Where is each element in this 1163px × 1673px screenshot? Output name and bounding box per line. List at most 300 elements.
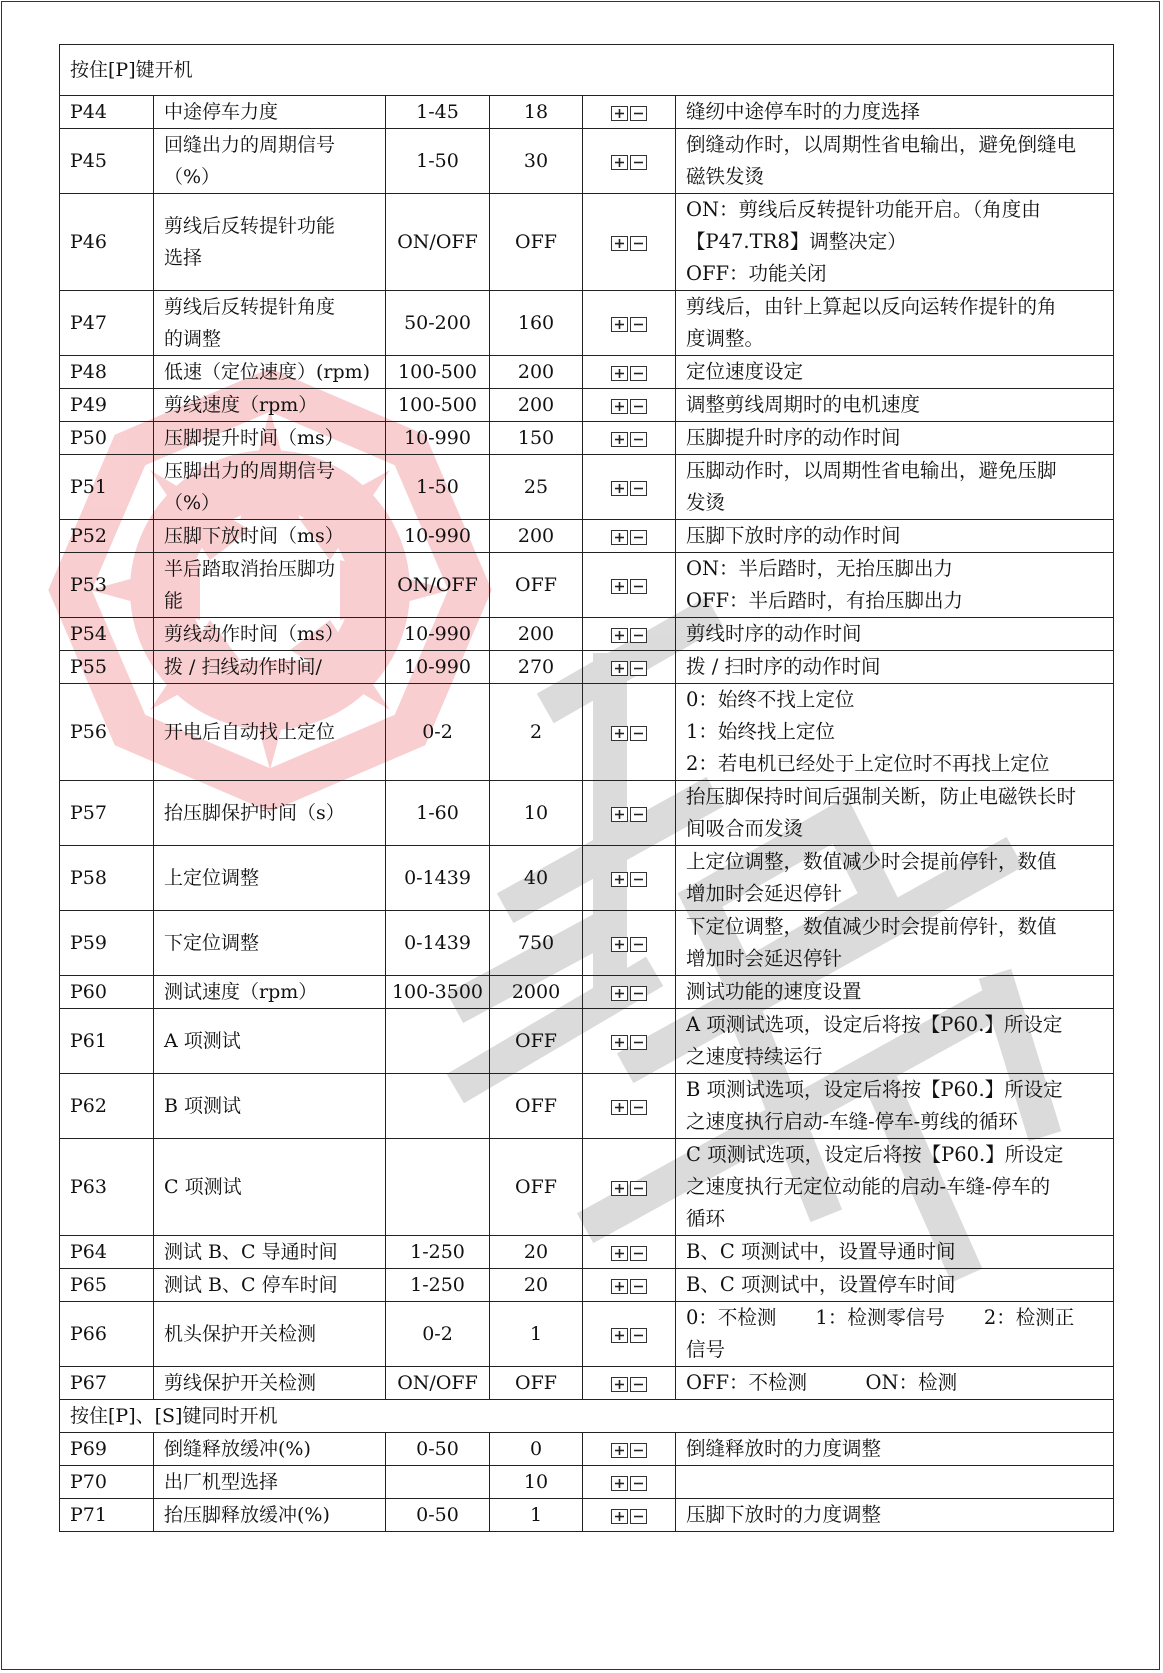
parameter-name-line: 拨 / 扫线动作时间/: [164, 656, 322, 678]
parameter-range: 10-990: [386, 422, 490, 455]
plus-box-icon[interactable]: [611, 1279, 628, 1294]
plus-box-icon[interactable]: [611, 399, 628, 414]
parameter-name-line: 机头保护开关检测: [164, 1323, 317, 1345]
parameter-name-line: 选择: [164, 247, 203, 269]
plus-box-icon[interactable]: [611, 1100, 628, 1115]
parameter-code: P67: [60, 1367, 154, 1400]
parameter-description: [676, 846, 1114, 911]
parameter-description: [676, 651, 1114, 684]
parameter-description: [676, 1466, 1114, 1499]
adjust-buttons: [611, 1246, 647, 1261]
parameter-description: [676, 1139, 1114, 1236]
parameter-description: [676, 129, 1114, 194]
parameter-name: [154, 422, 386, 455]
adjust-buttons: [611, 1181, 647, 1196]
plus-box-icon[interactable]: [611, 530, 628, 545]
parameter-row: [60, 911, 1114, 976]
parameter-description: [676, 976, 1114, 1009]
plus-box-icon[interactable]: [611, 1377, 628, 1392]
parameter-description: [676, 1367, 1114, 1400]
parameter-name-line: 上定位调整: [164, 867, 260, 889]
parameter-row: [60, 389, 1114, 422]
parameter-code: P63: [60, 1139, 154, 1236]
parameter-description-line: 增加时会延迟停针: [686, 947, 843, 970]
parameter-description-line: ON：剪线后反转提针功能开启。（角度由: [686, 198, 1041, 221]
parameter-description: [676, 455, 1114, 520]
parameter-name: [154, 618, 386, 651]
plus-box-icon[interactable]: [611, 1181, 628, 1196]
plus-box-icon[interactable]: [611, 986, 628, 1001]
parameter-range: 10-990: [386, 651, 490, 684]
parameter-row: [60, 1236, 1114, 1269]
parameter-description-line: 0：始终不找上定位: [686, 688, 855, 711]
minus-box-icon[interactable]: [630, 1035, 647, 1050]
parameter-default: 1: [490, 1302, 583, 1367]
parameter-name-line: 剪线速度（rpm）: [164, 394, 318, 416]
adjust-buttons-cell: [583, 651, 676, 684]
parameter-range: 10-990: [386, 520, 490, 553]
parameter-code: P54: [60, 618, 154, 651]
parameter-default: 160: [490, 291, 583, 356]
parameter-description-line: C 项测试选项，设定后将按【P60.】所设定: [686, 1143, 1064, 1166]
parameter-range: ON/OFF: [386, 194, 490, 291]
parameter-code: P52: [60, 520, 154, 553]
minus-box-icon[interactable]: [630, 317, 647, 332]
parameter-name-line: 抬压脚释放缓冲(%): [164, 1504, 330, 1526]
parameter-description: [676, 1433, 1114, 1466]
plus-box-icon[interactable]: [611, 579, 628, 594]
parameter-name: [154, 1466, 386, 1499]
adjust-buttons: [611, 399, 647, 414]
parameter-description-line: 测试功能的速度设置: [686, 980, 862, 1003]
parameter-range: 0-50: [386, 1433, 490, 1466]
parameter-default: 200: [490, 520, 583, 553]
minus-box-icon[interactable]: [630, 986, 647, 1001]
plus-box-icon[interactable]: [611, 1509, 628, 1524]
adjust-buttons-cell: [583, 1236, 676, 1269]
minus-box-icon[interactable]: [630, 937, 647, 952]
adjust-buttons: [611, 530, 647, 545]
minus-box-icon[interactable]: [630, 1279, 647, 1294]
plus-box-icon[interactable]: [611, 1246, 628, 1261]
parameter-description-line: 磁铁发烫: [686, 165, 765, 188]
minus-box-icon[interactable]: [630, 1509, 647, 1524]
parameter-name-line: 能: [164, 590, 184, 612]
adjust-buttons-cell: [583, 389, 676, 422]
minus-box-icon[interactable]: [630, 872, 647, 887]
parameter-description: [676, 781, 1114, 846]
parameter-description-line: 间吸合而发烫: [686, 817, 804, 840]
adjust-buttons: [611, 481, 647, 496]
parameter-code: P62: [60, 1074, 154, 1139]
parameter-table: [59, 44, 1114, 1532]
parameter-description: [676, 684, 1114, 781]
parameter-row: [60, 455, 1114, 520]
adjust-buttons-cell: [583, 846, 676, 911]
minus-box-icon[interactable]: [630, 579, 647, 594]
plus-box-icon[interactable]: [611, 872, 628, 887]
parameter-name: [154, 520, 386, 553]
parameter-description: [676, 1074, 1114, 1139]
minus-box-icon[interactable]: [630, 1181, 647, 1196]
parameter-code: P69: [60, 1433, 154, 1466]
parameter-name: [154, 1139, 386, 1236]
plus-box-icon[interactable]: [611, 1035, 628, 1050]
parameter-code: P48: [60, 356, 154, 389]
adjust-buttons: [611, 1035, 647, 1050]
parameter-row: [60, 1074, 1114, 1139]
section-header-row: [60, 1400, 1114, 1433]
adjust-buttons: [611, 317, 647, 332]
parameter-code: P47: [60, 291, 154, 356]
parameter-description-line: 抬压脚保持时间后强制关断，防止电磁铁长时: [686, 785, 1077, 808]
parameter-description-line: 之速度执行无定位动能的启动-车缝-停车的: [686, 1175, 1051, 1198]
parameter-description-line: A 项测试选项，设定后将按【P60.】所设定: [686, 1013, 1063, 1036]
minus-box-icon[interactable]: [630, 1100, 647, 1115]
adjust-buttons-cell: [583, 356, 676, 389]
parameter-row: [60, 1466, 1114, 1499]
parameter-name-line: 剪线保护开关检测: [164, 1372, 317, 1394]
parameter-description-line: B 项测试选项，设定后将按【P60.】所设定: [686, 1078, 1063, 1101]
adjust-buttons-cell: [583, 455, 676, 520]
parameter-name: [154, 356, 386, 389]
minus-box-icon[interactable]: [630, 236, 647, 251]
parameter-name: [154, 781, 386, 846]
parameter-row: [60, 1009, 1114, 1074]
adjust-buttons: [611, 579, 647, 594]
parameter-range: 0-1439: [386, 911, 490, 976]
parameter-description-line: 发烫: [686, 491, 726, 514]
adjust-buttons-cell: [583, 1139, 676, 1236]
parameter-name-line: 测试速度（rpm）: [164, 981, 318, 1003]
parameter-row: [60, 194, 1114, 291]
parameter-row: [60, 781, 1114, 846]
parameter-row: [60, 1433, 1114, 1466]
parameter-description: [676, 194, 1114, 291]
adjust-buttons-cell: [583, 911, 676, 976]
parameter-row: [60, 1139, 1114, 1236]
parameter-name: [154, 1433, 386, 1466]
parameter-description-line: 度调整。: [686, 327, 765, 350]
adjust-buttons-cell: [583, 1499, 676, 1532]
parameter-row: [60, 129, 1114, 194]
parameter-description-line: OFF：功能关闭: [686, 262, 827, 285]
parameter-description: [676, 1009, 1114, 1074]
parameter-row: [60, 1367, 1114, 1400]
adjust-buttons: [611, 807, 647, 822]
plus-box-icon[interactable]: [611, 807, 628, 822]
parameter-code: P55: [60, 651, 154, 684]
parameter-name: [154, 291, 386, 356]
parameter-range: ON/OFF: [386, 553, 490, 618]
plus-box-icon[interactable]: [611, 481, 628, 496]
parameter-description-line: 压脚下放时的力度调整: [686, 1503, 882, 1526]
adjust-buttons: [611, 1100, 647, 1115]
plus-box-icon[interactable]: [611, 1476, 628, 1491]
parameter-description-line: 之速度执行启动-车缝-停车-剪线的循环: [686, 1110, 1018, 1133]
parameter-name: [154, 1499, 386, 1532]
parameter-description-line: B、C 项测试中，设置导通时间: [686, 1240, 956, 1263]
parameter-default: 750: [490, 911, 583, 976]
adjust-buttons-cell: [583, 129, 676, 194]
adjust-buttons: [611, 236, 647, 251]
parameter-name-line: 测试 B、C 导通时间: [164, 1241, 338, 1263]
parameter-default: 200: [490, 389, 583, 422]
parameter-default: 150: [490, 422, 583, 455]
parameter-name-line: 下定位调整: [164, 932, 260, 954]
adjust-buttons-cell: [583, 1367, 676, 1400]
plus-box-icon[interactable]: [611, 106, 628, 121]
parameter-description: [676, 618, 1114, 651]
parameter-name-line: 测试 B、C 停车时间: [164, 1274, 338, 1296]
parameter-range: [386, 1139, 490, 1236]
adjust-buttons: [611, 1328, 647, 1343]
parameter-description-line: 信号: [686, 1338, 726, 1361]
parameter-description-line: 之速度持续运行: [686, 1045, 823, 1068]
plus-box-icon[interactable]: [611, 155, 628, 170]
adjust-buttons-cell: [583, 291, 676, 356]
parameter-default: 10: [490, 1466, 583, 1499]
parameter-description-line: 1：始终找上定位: [686, 720, 835, 743]
plus-box-icon[interactable]: [611, 236, 628, 251]
minus-box-icon[interactable]: [630, 1476, 647, 1491]
parameter-name-line: 开电后自动找上定位: [164, 721, 336, 743]
parameter-range: 0-2: [386, 684, 490, 781]
adjust-buttons: [611, 986, 647, 1001]
parameter-code: P58: [60, 846, 154, 911]
parameter-range: [386, 1466, 490, 1499]
parameter-row: [60, 1302, 1114, 1367]
parameter-row: [60, 96, 1114, 129]
minus-box-icon[interactable]: [630, 481, 647, 496]
parameter-default: OFF: [490, 1139, 583, 1236]
adjust-buttons: [611, 937, 647, 952]
parameter-description-line: 定位速度设定: [686, 360, 804, 383]
parameter-name: [154, 976, 386, 1009]
minus-box-icon[interactable]: [630, 661, 647, 676]
parameter-row: [60, 422, 1114, 455]
parameter-code: P50: [60, 422, 154, 455]
parameter-description: [676, 1236, 1114, 1269]
minus-box-icon[interactable]: [630, 399, 647, 414]
parameter-name-line: 的调整: [164, 328, 222, 350]
parameter-description-line: 0：不检测 1：检测零信号 2：检测正: [686, 1306, 1075, 1329]
parameter-name-line: 半后踏取消抬压脚功: [164, 558, 336, 580]
parameter-code: P49: [60, 389, 154, 422]
parameter-range: 1-45: [386, 96, 490, 129]
plus-box-icon[interactable]: [611, 661, 628, 676]
parameter-code: P60: [60, 976, 154, 1009]
parameter-description: [676, 1499, 1114, 1532]
parameter-name-line: 剪线动作时间（ms）: [164, 623, 344, 645]
parameter-name: [154, 651, 386, 684]
parameter-code: P53: [60, 553, 154, 618]
parameter-description-line: 倒缝动作时，以周期性省电输出，避免倒缝电: [686, 133, 1077, 156]
parameter-row: [60, 553, 1114, 618]
plus-box-icon[interactable]: [611, 432, 628, 447]
minus-box-icon[interactable]: [630, 1328, 647, 1343]
parameter-name-line: A 项测试: [164, 1030, 241, 1052]
parameter-name-line: 抬压脚保护时间（s）: [164, 802, 345, 824]
parameter-description-line: 剪线时序的动作时间: [686, 622, 862, 645]
minus-box-icon[interactable]: [630, 628, 647, 643]
minus-box-icon[interactable]: [630, 1377, 647, 1392]
parameter-range: 100-500: [386, 356, 490, 389]
adjust-buttons-cell: [583, 1074, 676, 1139]
plus-box-icon[interactable]: [611, 1443, 628, 1458]
parameter-name: [154, 194, 386, 291]
parameter-code: P57: [60, 781, 154, 846]
parameter-default: OFF: [490, 1009, 583, 1074]
adjust-buttons: [611, 872, 647, 887]
parameter-range: 1-50: [386, 129, 490, 194]
adjust-buttons: [611, 432, 647, 447]
adjust-buttons: [611, 1279, 647, 1294]
plus-box-icon[interactable]: [611, 366, 628, 381]
parameter-name-line: 压脚出力的周期信号: [164, 460, 336, 482]
minus-box-icon[interactable]: [630, 726, 647, 741]
parameter-description-line: 压脚动作时，以周期性省电输出，避免压脚: [686, 459, 1057, 482]
parameter-name-line: 出厂机型选择: [164, 1471, 279, 1493]
parameter-name-line: 剪线后反转提针功能: [164, 215, 336, 237]
adjust-buttons: [611, 1443, 647, 1458]
parameter-description-line: 循环: [686, 1207, 726, 1230]
parameter-name: [154, 455, 386, 520]
parameter-default: 30: [490, 129, 583, 194]
parameter-name: [154, 389, 386, 422]
parameter-description-line: 上定位调整，数值减少时会提前停针，数值: [686, 850, 1057, 873]
parameter-description: [676, 1269, 1114, 1302]
parameter-default: 2000: [490, 976, 583, 1009]
parameter-default: 25: [490, 455, 583, 520]
parameter-description-line: OFF：半后踏时，有抬压脚出力: [686, 589, 964, 612]
minus-box-icon[interactable]: [630, 1443, 647, 1458]
parameter-default: 200: [490, 356, 583, 389]
adjust-buttons-cell: [583, 618, 676, 651]
parameter-code: P61: [60, 1009, 154, 1074]
parameter-range: 1-250: [386, 1269, 490, 1302]
parameter-description-line: 增加时会延迟停针: [686, 882, 843, 905]
parameter-code: P45: [60, 129, 154, 194]
minus-box-icon[interactable]: [630, 1246, 647, 1261]
parameter-description-line: ON：半后踏时，无抬压脚出力: [686, 557, 954, 580]
plus-box-icon[interactable]: [611, 628, 628, 643]
parameter-default: 200: [490, 618, 583, 651]
adjust-buttons-cell: [583, 1269, 676, 1302]
adjust-buttons: [611, 1476, 647, 1491]
parameter-name-line: 中途停车力度: [164, 101, 279, 123]
adjust-buttons-cell: [583, 422, 676, 455]
plus-box-icon[interactable]: [611, 317, 628, 332]
parameter-table-container: [59, 44, 1113, 1532]
parameter-default: 10: [490, 781, 583, 846]
parameter-row: [60, 291, 1114, 356]
parameter-code: P51: [60, 455, 154, 520]
parameter-default: OFF: [490, 1367, 583, 1400]
adjust-buttons: [611, 106, 647, 121]
adjust-buttons: [611, 155, 647, 170]
minus-box-icon[interactable]: [630, 106, 647, 121]
parameter-description-line: 2：若电机已经处于上定位时不再找上定位: [686, 752, 1050, 775]
parameter-default: 1: [490, 1499, 583, 1532]
parameter-name: [154, 1367, 386, 1400]
parameter-name-line: 倒缝释放缓冲(%): [164, 1438, 311, 1460]
parameter-code: P71: [60, 1499, 154, 1532]
parameter-name-line: 剪线后反转提针角度: [164, 296, 336, 318]
minus-box-icon[interactable]: [630, 530, 647, 545]
adjust-buttons-cell: [583, 781, 676, 846]
plus-box-icon[interactable]: [611, 937, 628, 952]
parameter-range: 50-200: [386, 291, 490, 356]
parameter-description-line: 压脚下放时序的动作时间: [686, 524, 901, 547]
section-header: 按住[P]键开机: [60, 45, 1114, 96]
adjust-buttons-cell: [583, 1009, 676, 1074]
parameter-description: [676, 389, 1114, 422]
minus-box-icon[interactable]: [630, 366, 647, 381]
minus-box-icon[interactable]: [630, 155, 647, 170]
parameter-code: P44: [60, 96, 154, 129]
parameter-row: [60, 520, 1114, 553]
adjust-buttons-cell: [583, 1302, 676, 1367]
parameter-row: [60, 846, 1114, 911]
parameter-default: 2: [490, 684, 583, 781]
parameter-default: 20: [490, 1269, 583, 1302]
parameter-row: [60, 684, 1114, 781]
parameter-description: [676, 911, 1114, 976]
parameter-range: 10-990: [386, 618, 490, 651]
parameter-name-line: （%）: [164, 166, 221, 188]
parameter-description: [676, 422, 1114, 455]
section-header-row: [60, 45, 1114, 96]
parameter-description-line: 倒缝释放时的力度调整: [686, 1437, 882, 1460]
parameter-row: [60, 1269, 1114, 1302]
parameter-name: [154, 846, 386, 911]
parameter-name-line: 回缝出力的周期信号: [164, 134, 336, 156]
parameter-row: [60, 651, 1114, 684]
adjust-buttons-cell: [583, 553, 676, 618]
parameter-range: 100-3500: [386, 976, 490, 1009]
parameter-description-line: 下定位调整，数值减少时会提前停针，数值: [686, 915, 1057, 938]
parameter-code: P70: [60, 1466, 154, 1499]
parameter-row: [60, 356, 1114, 389]
plus-box-icon[interactable]: [611, 726, 628, 741]
parameter-row: [60, 618, 1114, 651]
minus-box-icon[interactable]: [630, 432, 647, 447]
parameter-name-line: （%）: [164, 492, 221, 514]
parameter-description-line: 压脚提升时序的动作时间: [686, 426, 901, 449]
parameter-code: P65: [60, 1269, 154, 1302]
parameter-range: 0-1439: [386, 846, 490, 911]
parameter-name: [154, 1302, 386, 1367]
parameter-description: [676, 553, 1114, 618]
adjust-buttons: [611, 726, 647, 741]
parameter-code: P46: [60, 194, 154, 291]
parameter-description: [676, 96, 1114, 129]
parameter-range: 1-50: [386, 455, 490, 520]
parameter-name: [154, 684, 386, 781]
parameter-description-line: 调整剪线周期时的电机速度: [686, 393, 921, 416]
parameter-name: [154, 1269, 386, 1302]
minus-box-icon[interactable]: [630, 807, 647, 822]
adjust-buttons-cell: [583, 976, 676, 1009]
parameter-default: 270: [490, 651, 583, 684]
adjust-buttons-cell: [583, 684, 676, 781]
parameter-description: [676, 291, 1114, 356]
plus-box-icon[interactable]: [611, 1328, 628, 1343]
parameter-default: OFF: [490, 553, 583, 618]
adjust-buttons: [611, 628, 647, 643]
parameter-code: P66: [60, 1302, 154, 1367]
